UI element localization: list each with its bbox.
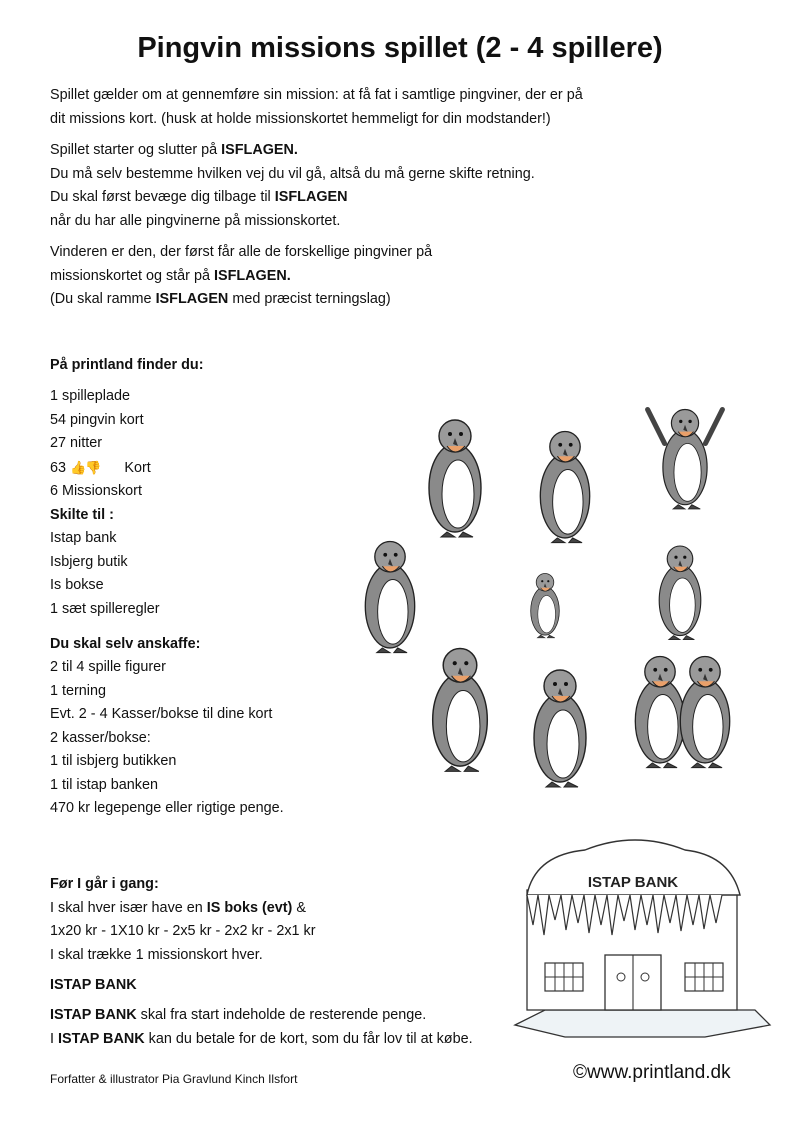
list-item: Istap bank [50, 530, 117, 546]
penguin-couple-2 [680, 657, 729, 768]
penguin-chick [531, 574, 560, 638]
list-item: 2 kasser/bokse: [50, 729, 151, 746]
penguin-5 [659, 546, 701, 640]
penguin-illustrations [350, 395, 770, 795]
penguin-couple [635, 657, 684, 768]
penguin-1 [429, 420, 481, 537]
penguin-3 [648, 410, 723, 509]
list-item: 54 pingvin kort [50, 411, 144, 428]
intro-paragraph-2: Spillet starter og slutter på ISFLAGEN. Du må selv bestemme hvilken vej du vil gå, altså du må gerne skifte retning. Du skal først bevæge dig tilbage til ISFLAGEN når du har alle pingvinerne på missionskortet. [50, 142, 535, 229]
list-item: 470 kr legepenge eller rigtige penge. [50, 800, 284, 816]
list-item: Evt. 2 - 4 Kasser/bokse til dine kort [50, 706, 273, 722]
list-item: 1 til istap banken [50, 776, 159, 793]
before-section: Før I går i gang: I skal hver især have en IS boks (evt) & 1x20 kr - 1X10 kr - 2x5 kr - 2x2 kr - 2x1 kr I skal trække 1 missionskort hver. [50, 876, 316, 963]
bank-heading: ISTAP BANK [50, 977, 137, 993]
bank-paragraph: ISTAP BANK skal fra start indeholde de resterende penge. I ISTAP BANK kan du betale for de kort, som du får lov til at købe. [50, 1007, 473, 1047]
author-credit: Forfatter & illustrator Pia Gravlund Kinch Ilsfort [50, 1072, 298, 1086]
acquire-heading: Du skal selv anskaffe: [50, 636, 201, 652]
contents-heading: På printland finder du: [50, 357, 204, 373]
penguin-4 [365, 542, 414, 653]
page-title: Pingvin missions spillet (2 - 4 spillere) [137, 32, 663, 64]
bank-sign-text: ISTAP BANK [587, 874, 679, 891]
list-item: 63 👍👎 Kort [50, 459, 151, 476]
list-item: 1 spilleplade [50, 388, 131, 404]
intro-paragraph-3: Vinderen er den, der først får alle de forskellige pingviner på missionskortet og står på ISFLAGEN. (Du skal ramme ISFLAGEN med præcist terningslag) [50, 244, 433, 307]
list-item: 1 terning [50, 682, 107, 699]
penguin-6 [433, 649, 488, 772]
list-item: 1 sæt spilleregler [50, 600, 160, 617]
penguin-7 [534, 670, 586, 787]
penguin-2 [540, 432, 589, 543]
acquire-list [50, 656, 284, 821]
intro-paragraph-1: Spillet gælder om at gennemføre sin mission: at få fat i samtlige pingviner, der er på dit missions kort. (husk at holde missionskortet hemmeligt for din modstander!) [50, 87, 583, 127]
list-item: 27 nitter [50, 435, 102, 451]
list-item: Is bokse [50, 577, 104, 593]
list-item: 6 Missionskort [50, 483, 142, 499]
signs-heading: Skilte til : [50, 506, 114, 523]
istap-bank-illustration [505, 825, 775, 1050]
list-item: 2 til 4 spille figurer [50, 659, 166, 675]
website-link[interactable]: ©www.printland.dk [573, 1062, 731, 1083]
list-item: Isbjerg butik [50, 553, 128, 570]
contents-list [50, 385, 160, 621]
list-item: 1 til isbjerg butikken [50, 753, 177, 769]
thumbs-up-down-icon: 👍👎 [70, 459, 101, 475]
